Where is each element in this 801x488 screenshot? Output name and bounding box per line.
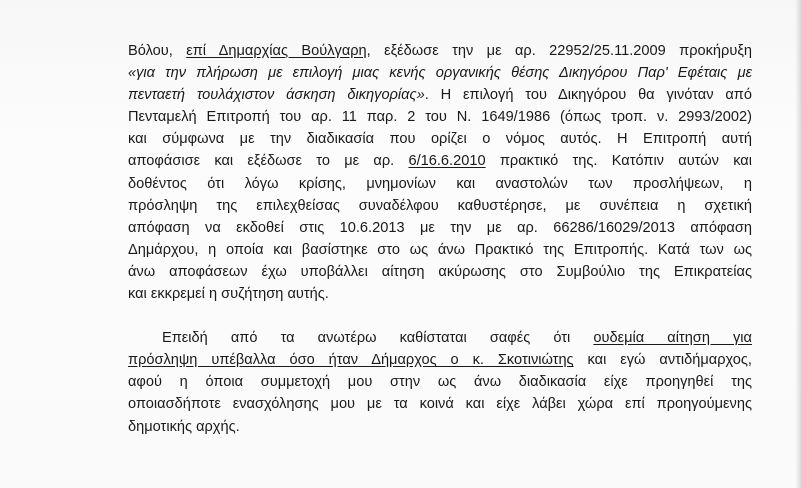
text-line: Πενταμελή Επιτροπή του αρ. 11 παρ. 2 του Ν. 1649/1986 (όπως τροπ. ν. 2993/2002) [128,109,752,126]
text-line: και σύμφωνα με την διαδικασία που ορίζει ο νόμος αυτός. Η Επιτροπή αυτή [128,131,752,148]
text-span: πρακτικό της. Κατόπιν αυτών και [485,153,752,170]
text-span: αποφάσισε και εξέδωσε το με αρ. [128,153,409,170]
underlined-text: πρόσληψη υπέβαλλα όσο ήταν Δήμαρχος ο κ. Σκοτινιώτης [128,352,574,369]
text-line: αφού η όποια συμμετοχή μου στην ως άνω διαδικασία είχε προηγηθεί της [128,374,752,391]
paragraph-gap [128,305,752,327]
text-line: «για την πλήρωση με επιλογή μιας κενής οργανικής θέσης Δικηγόρου Παρ' Εφέταις με [128,65,752,82]
text-line [128,327,752,349]
document-body [128,40,752,438]
text-line [128,150,752,172]
text-span: Επειδή από τα ανωτέρω καθίσταται σαφές ότι [162,330,594,347]
text-line: Δημάρχου, η οποία και βασίστηκε στο ως άνω Πρακτικό της Επιτροπής. Κατά των ως [128,241,752,258]
text-line: και εκκρεμεί η συζήτηση αυτής. [128,286,329,303]
paragraph-1 [128,40,752,305]
text-line: οποιασδήποτε ενασχόλησης μου με τα κοινά και είχε λάβει χώρα επί προηγούμενης [128,396,752,413]
underlined-text: επί Δημαρχίας Βούλγαρη [186,43,367,59]
text-line: πρόσληψη της επιλεχθείσας συναδέλφου καθυστέρησε, με συνέπεια η σχετική [128,197,752,214]
text-span: . Η επιλογή του Δικηγόρου θα γινόταν από [424,87,752,104]
text-span: Βόλου, [128,43,187,59]
text-line: απόφαση να εκδοθεί στις 10.6.2013 με την με αρ. 66286/16029/2013 απόφαση [128,219,752,236]
underlined-text: ουδεμία αίτηση για [593,330,752,347]
text-line: δοθέντος ότι λόγω κρίσης, μνημονίων και αναστολών των προσλήψεων, η [128,175,752,192]
text-span: και εγώ αντιδήμαρχος, [573,352,752,369]
text-line [128,40,752,62]
text-line [128,349,752,371]
text-line: δημοτικής αρχής. [128,418,240,435]
text-line [128,84,752,106]
paragraph-2 [128,327,752,437]
text-span: , εξέδωσε την με αρ. 22952/25.11.2009 προκήρυξη [366,43,752,59]
underlined-text: 6/16.6.2010 [408,153,486,170]
italic-text: πενταετή τουλάχιστον άσκηση δικηγορίας» [128,87,425,104]
page-edge-shadow [795,0,801,488]
text-line: άνω αποφάσεων έχω υποβάλλει αίτηση ακύρωσης στο Συμβούλιο της Επικρατείας [128,263,752,280]
